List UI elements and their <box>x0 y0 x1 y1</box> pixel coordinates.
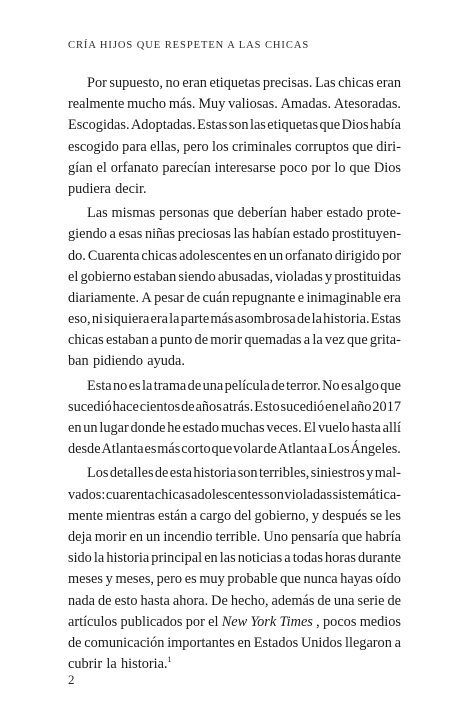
text-line: Por supuesto, no eran etiquetas precisas. Las chicas eran <box>87 75 401 91</box>
text-line: en un lugar donde he estado muchas veces. El vuelo hasta allí <box>68 420 401 436</box>
text-line: gían el orfanato parecían interesarse poco por lo que Dios <box>68 159 401 176</box>
running-head: CRÍA HIJOS QUE RESPETEN A LAS CHICAS <box>68 40 310 51</box>
text-line: sucedió hace cientos de años atrás. Esto sucedió en el año 2017 <box>68 398 401 415</box>
text-line: nada de esto hasta ahora. De hecho, además de una serie de <box>68 592 401 609</box>
paragraph <box>68 463 401 675</box>
paragraph <box>68 203 401 373</box>
text-line: pudiera decir. <box>68 180 147 197</box>
text-line: giendo a esas niñas preciosas las habían estado prostituyen- <box>68 226 401 243</box>
text-line: sido la historia principal en las noticias a todas horas durante <box>68 550 401 567</box>
paragraph <box>68 376 401 461</box>
text-line: Escogidas. Adoptadas. Estas son las etiquetas que Dios había <box>68 117 401 134</box>
footnote-marker: 1 <box>167 655 172 665</box>
text-line: eso, ni siquiera era la parte más asombrosa de la historia. Estas <box>68 311 401 328</box>
paragraph <box>68 73 401 200</box>
page-number: 2 <box>68 672 75 687</box>
text-line: artículos publicados por el New York Times , pocos medios <box>68 613 401 630</box>
text-line: Los detalles de esta historia son terribles, siniestros y mal- <box>87 465 401 482</box>
text-line: vados: cuarenta chicas adolescentes son violadas sistemática- <box>68 486 401 503</box>
text-line: realmente mucho más. Muy valiosas. Amadas. Atesoradas. <box>68 96 401 113</box>
body-text <box>68 73 401 675</box>
text-line: mente mientras están a cargo del gobierno, y después se les <box>68 507 401 524</box>
text-line: Esta no es la trama de una película de terror. No es algo que <box>87 377 401 394</box>
text-line: desde Atlanta es más corto que volar de Atlanta a Los Ángeles. <box>68 441 401 458</box>
text-line: Las mismas personas que deberían haber estado prote- <box>87 205 401 222</box>
text-line: el gobierno estaban siendo abusadas, violadas y prostituidas <box>68 268 401 285</box>
text-line: meses y meses, pero es muy probable que nunca hayas oído <box>68 571 401 588</box>
text-line: do. Cuarenta chicas adolescentes en un orfanato dirigido por <box>68 247 401 264</box>
text-line: deja morir en un incendio terrible. Uno pensaría que habría <box>68 528 401 545</box>
text-line: escogido para ellas, pero los criminales corruptos que diri- <box>68 138 401 155</box>
text-line: diariamente. A pesar de cuán repugnante e inimaginable era <box>68 289 401 306</box>
text-line: ban pidiendo ayuda. <box>68 353 185 370</box>
text-line: de comunicación importantes en Estados Unidos llegaron a <box>68 634 401 651</box>
text-line: cubrir la historia.$^1$ <box>68 655 172 673</box>
text-line: chicas estaban a punto de morir quemadas a la vez que grita- <box>68 332 401 349</box>
